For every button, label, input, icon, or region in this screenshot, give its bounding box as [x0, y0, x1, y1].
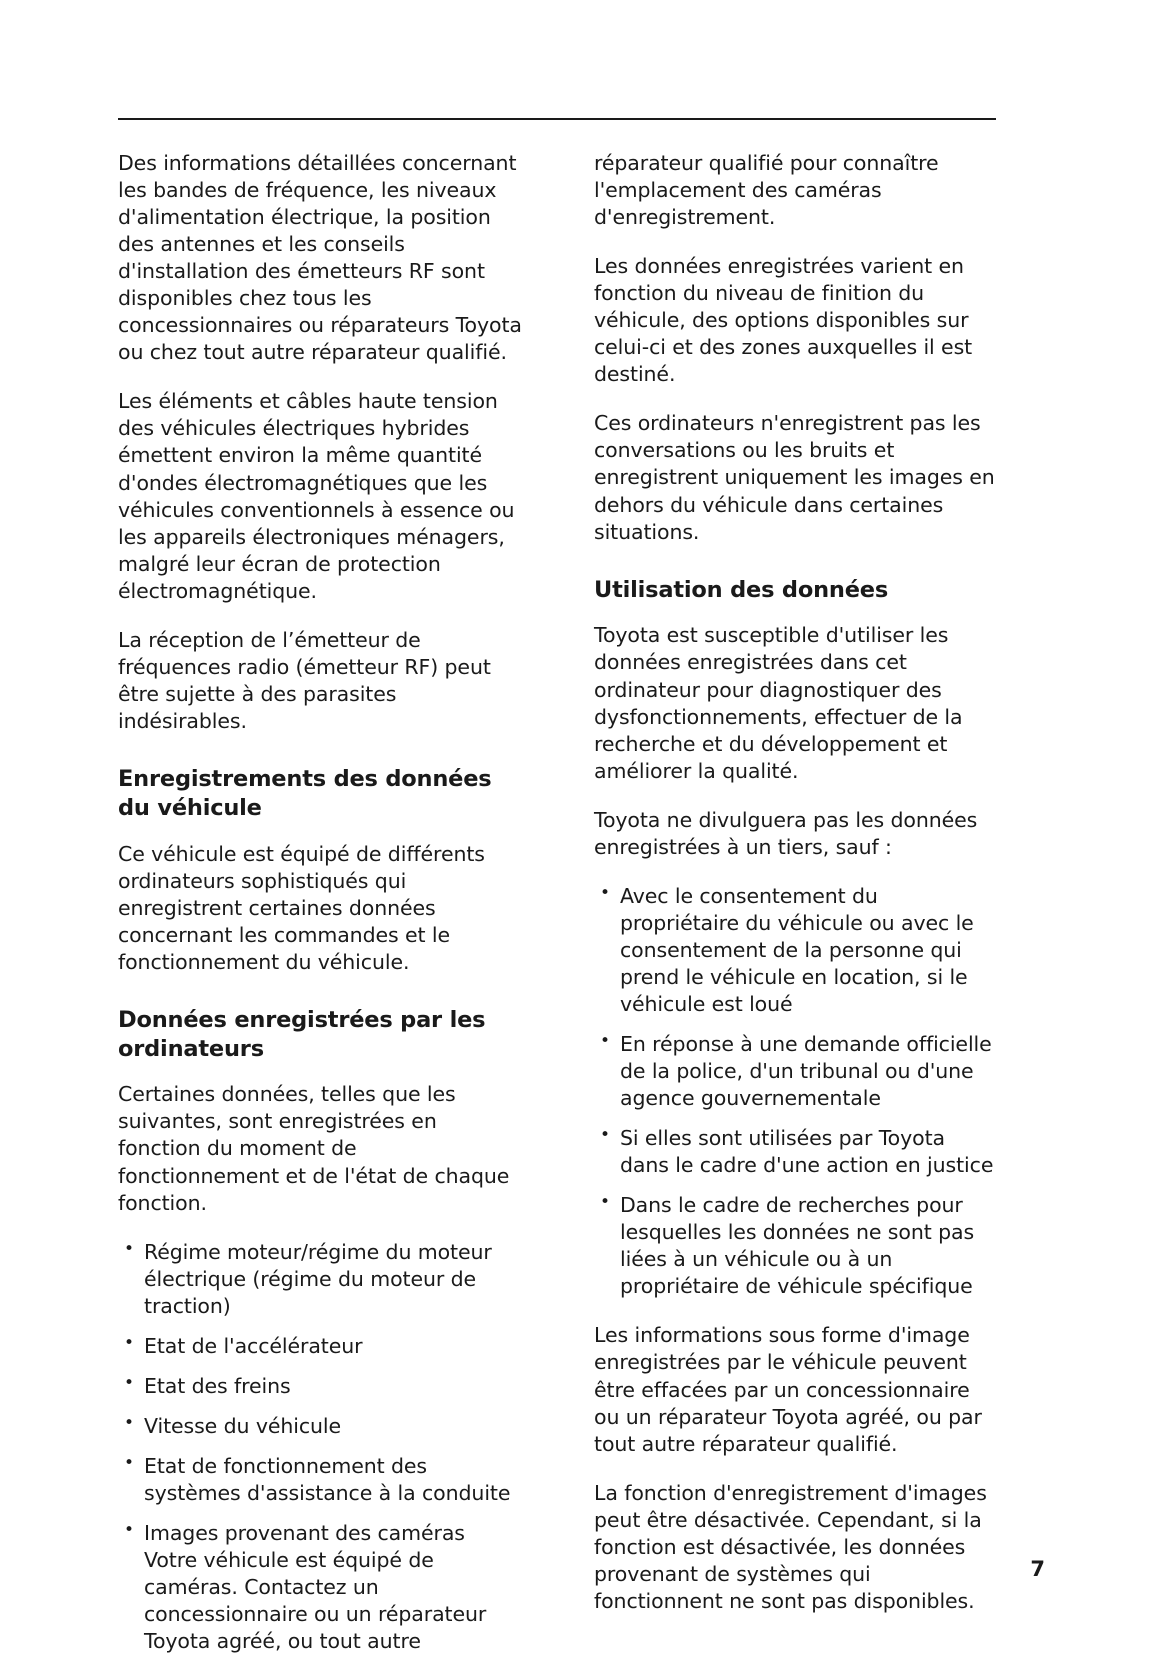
section-heading: Utilisation des données	[594, 576, 889, 603]
two-column-body	[118, 150, 998, 1677]
section-heading: Données enregistrées par les ordinateurs	[118, 1006, 486, 1062]
bullet-list	[594, 883, 998, 1301]
list-item: • Etat de fonctionnement des systèmes d'assistance à la conduite	[118, 1453, 522, 1507]
paragraph: Les informations sous forme d'image enregistrées par le véhicule peuvent être effacées par un concessionnaire ou un réparateur Toyota agréé, ou par tout autre réparateur qualifié.	[594, 1323, 982, 1456]
paragraph: La réception de l’émetteur de fréquences radio (émetteur RF) peut être sujette à des parasites indésirables.	[118, 627, 491, 733]
paragraph: Toyota est susceptible d'utiliser les données enregistrées dans cet ordinateur pour diagnostiquer des dysfonctionnements, effectuer de la recherche et du développement et améliorer la qualité.	[594, 623, 963, 783]
right-column	[594, 150, 998, 1677]
paragraph: Les données enregistrées varient en fonction du niveau de finition du véhicule, des options disponibles sur celui-ci et des zones auxquelles il est destiné.	[594, 254, 973, 387]
section-heading: Enregistrements des données du véhicule	[118, 765, 492, 821]
list-item: • Dans le cadre de recherches pour lesquelles les données ne sont pas liées à un véhicule ou à un propriétaire de véhicule spécifique	[594, 1192, 998, 1300]
paragraph: La fonction d'enregistrement d'images peut être désactivée. Cependant, si la fonction est désactivée, les données provenant de systèmes qui fonctionnent ne sont pas disponibles.	[594, 1480, 987, 1613]
paragraph: Certaines données, telles que les suivantes, sont enregistrées en fonction du moment de fonctionnement et de l'état de chaque fonction.	[118, 1082, 510, 1215]
list-item: • Etat de l'accélérateur	[118, 1333, 522, 1360]
paragraph: Les éléments et câbles haute tension des véhicules électriques hybrides émettent environ la même quantité d'ondes électromagnétiques que les véhicules conventionnels à essence ou les appareils électroniques ménagers, malgré leur écran de protection électromagnétique.	[118, 389, 515, 603]
list-item: • Avec le consentement du propriétaire du véhicule ou avec le consentement de la personne qui prend le véhicule en location, si le véhicule est loué	[594, 883, 998, 1018]
left-column	[118, 150, 522, 1677]
paragraph: Ces ordinateurs n'enregistrent pas les conversations ou les bruits et enregistrent uniquement les images en dehors du véhicule dans certaines situations.	[594, 411, 995, 544]
bullet-list	[118, 1239, 522, 1656]
page-number: 7	[1030, 1557, 1045, 1581]
paragraph: réparateur qualifié pour connaître l'emplacement des caméras d'enregistrement.	[594, 151, 939, 230]
paragraph: Ce véhicule est équipé de différents ordinateurs sophistiqués qui enregistrent certaines données concernant les commandes et le fonctionnement du véhicule.	[118, 841, 485, 974]
list-item: • Régime moteur/régime du moteur électrique (régime du moteur de traction)	[118, 1239, 522, 1320]
list-item: • Vitesse du véhicule	[118, 1413, 522, 1440]
list-item: • En réponse à une demande officielle de la police, d'un tribunal ou d'une agence gouvernementale	[594, 1031, 998, 1112]
list-item: • Images provenant des caméras Votre véhicule est équipé de caméras. Contactez un concessionnaire ou un réparateur Toyota agréé, ou tout autre	[118, 1520, 522, 1655]
header-rule	[118, 118, 996, 120]
list-item: • Etat des freins	[118, 1373, 522, 1400]
paragraph: Des informations détaillées concernant les bandes de fréquence, les niveaux d'alimentation électrique, la position des antennes et les conseils d'installation des émetteurs RF sont disponibles chez tous les concessionnaires ou réparateurs Toyota ou chez tout autre réparateur qualifié.	[118, 151, 522, 365]
paragraph: Toyota ne divulguera pas les données enregistrées à un tiers, sauf :	[594, 807, 978, 859]
list-item: • Si elles sont utilisées par Toyota dans le cadre d'une action en justice	[594, 1125, 998, 1179]
